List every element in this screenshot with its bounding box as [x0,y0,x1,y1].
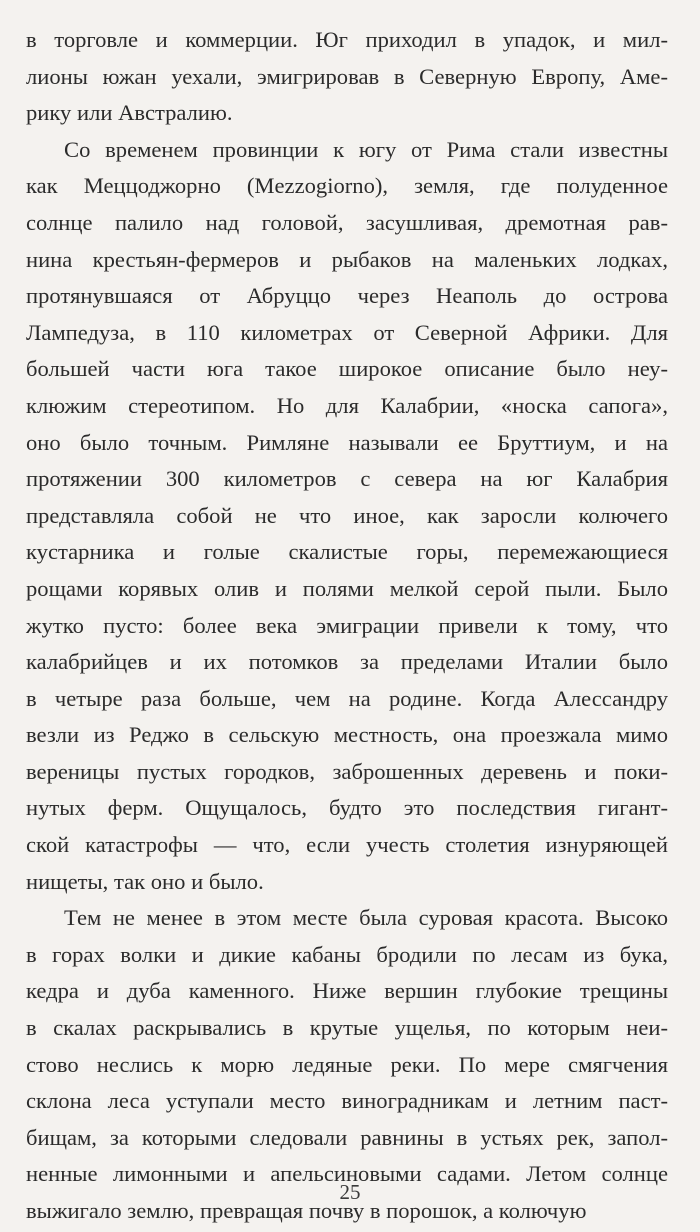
text-line: ской катастрофы — что, если учесть столетия изнуряющей [26,832,668,858]
text-line: в горах волки и дикие кабаны бродили по лесам из бука, [26,941,668,967]
text-line: протянувшаяся от Абруццо через Неаполь до острова [26,283,668,309]
paragraph [26,22,668,132]
text-line: нина крестьян-фермеров и рыбаков на маленьких лодках, [26,246,668,272]
text-line: Тем не менее в этом месте была суровая красота. Высоко [64,905,668,931]
text-line: склона леса уступали место виноградникам и летним паст- [26,1088,668,1114]
text-line: кустарника и голые скалистые горы, перемежающиеся [26,539,668,565]
text-line: оно было точным. Римляне называли ее Бруттиум, и на [26,429,668,455]
text-line: рощами корявых олив и полями мелкой серой пыли. Было [26,575,668,601]
text-line: Лампедуза, в 110 километрах от Северной Африки. Для [26,319,668,345]
text-line: выжигало землю, превращая почву в порошок, а колючую [26,1198,587,1223]
text-line: большей части юга такое широкое описание было неу- [26,356,668,382]
text-line: бищам, за которыми следовали равнины в устьях рек, запол- [26,1124,668,1150]
text-line: кедра и дуба каменного. Ниже вершин глубокие трещины [26,978,668,1004]
text-line: в скалах раскрывались в крутые ущелья, по которым неи- [26,1015,668,1041]
text-line: вереницы пустых городков, заброшенных деревень и поки- [26,758,668,784]
text-line: жутко пусто: более века эмиграции привели к тому, что [26,612,668,638]
page-number: 25 [339,1180,361,1204]
text-line: в четыре раза больше, чем на родине. Когда Алессандру [26,685,668,711]
text-line: рику или Австралию. [26,100,233,126]
text-line: калабрийцев и их потомков за пределами Италии было [26,649,668,675]
text-line: как Меццоджорно (Mezzogiorno), земля, где полуденное [26,173,668,199]
text-line: солнце палило над головой, засушливая, дремотная рав- [26,209,668,235]
text-line: лионы южан уехали, эмигрировав в Северную Европу, Аме- [26,63,668,89]
paragraph [26,132,668,900]
body-text [26,22,668,1230]
text-line: стово неслись к морю ледяные реки. По мере смягчения [26,1051,668,1077]
text-line: протяжении 300 километров с севера на юг Калабрия [26,466,668,492]
text-line: нутых ферм. Ощущалось, будто это последствия гигант- [26,795,668,821]
text-line: представляла собой не что иное, как заросли колючего [26,502,668,528]
text-line: Со временем провинции к югу от Рима стали известны [64,136,668,162]
text-line: ненные лимонными и апельсиновыми садами. Летом солнце [26,1161,668,1187]
text-line: нищеты, так оно и было. [26,868,264,894]
text-line: клюжим стереотипом. Но для Калабрии, «носка сапога», [26,392,668,418]
text-line: везли из Реджо в сельскую местность, она проезжала мимо [26,722,668,748]
text-line: в торговле и коммерции. Юг приходил в упадок, и мил- [26,27,668,52]
